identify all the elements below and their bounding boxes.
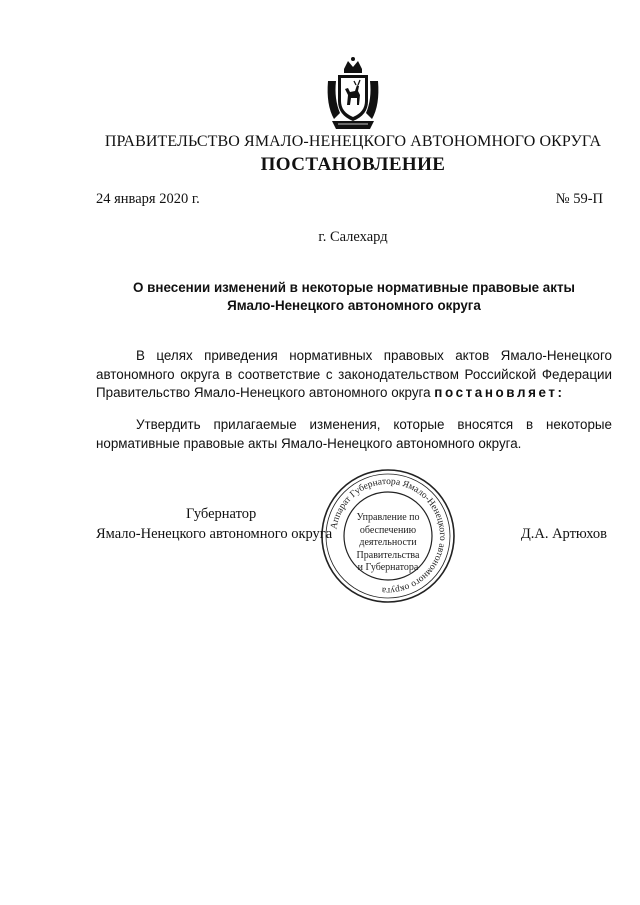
- stamp-line-1: Управление по: [356, 512, 420, 523]
- document-type: ПОСТАНОВЛЕНИЕ: [260, 154, 446, 175]
- signatory-region: Ямало-Ненецкого автономного округа: [96, 526, 333, 542]
- stamp-center-text: [342, 512, 434, 575]
- stamp-ring-path-text: Аппарат Губернатора Ямало-Ненецкого автономного округа: [329, 476, 448, 596]
- stamp-line-4: Правительства: [356, 549, 420, 561]
- document-number: № 59-П: [555, 191, 603, 207]
- subject-line-2: Ямало-Ненецкого автономного округа: [227, 298, 481, 313]
- stamp-line-2: обеспечению: [359, 524, 417, 536]
- document-subject: [96, 279, 612, 315]
- body-paragraph-2: [96, 416, 612, 453]
- signatory-name: Д.А. Артюхов: [520, 526, 607, 542]
- document-city: г. Салехард: [318, 229, 388, 245]
- subject-line-1: О внесении изменений в некоторые нормативные правовые акты: [133, 280, 575, 295]
- signatory-title: Губернатор: [186, 506, 257, 522]
- document-date: 24 января 2020 г.: [96, 191, 200, 207]
- paragraph-1-text: В целях приведения нормативных правовых актов Ямало-Ненецкого автономного округа в соответствие с законодательством Российской Федерации Правительство Ямало-Ненецкого автономного округа: [96, 348, 612, 400]
- coat-of-arms-icon: [322, 55, 384, 133]
- stamp-line-3: деятельности: [359, 537, 417, 548]
- decree-word: постановляет:: [434, 385, 565, 400]
- stamp-line-5: и Губернатора: [357, 562, 419, 573]
- government-title: ПРАВИТЕЛЬСТВО ЯМАЛО-НЕНЕЦКОГО АВТОНОМНОГО ОКРУГА: [104, 133, 602, 150]
- paragraph-2-text: Утвердить прилагаемые изменения, которые вносятся в некоторые нормативные правовые акты Ямало-Ненецкого автономного округа.: [96, 417, 612, 451]
- body-paragraph-1: [96, 347, 612, 403]
